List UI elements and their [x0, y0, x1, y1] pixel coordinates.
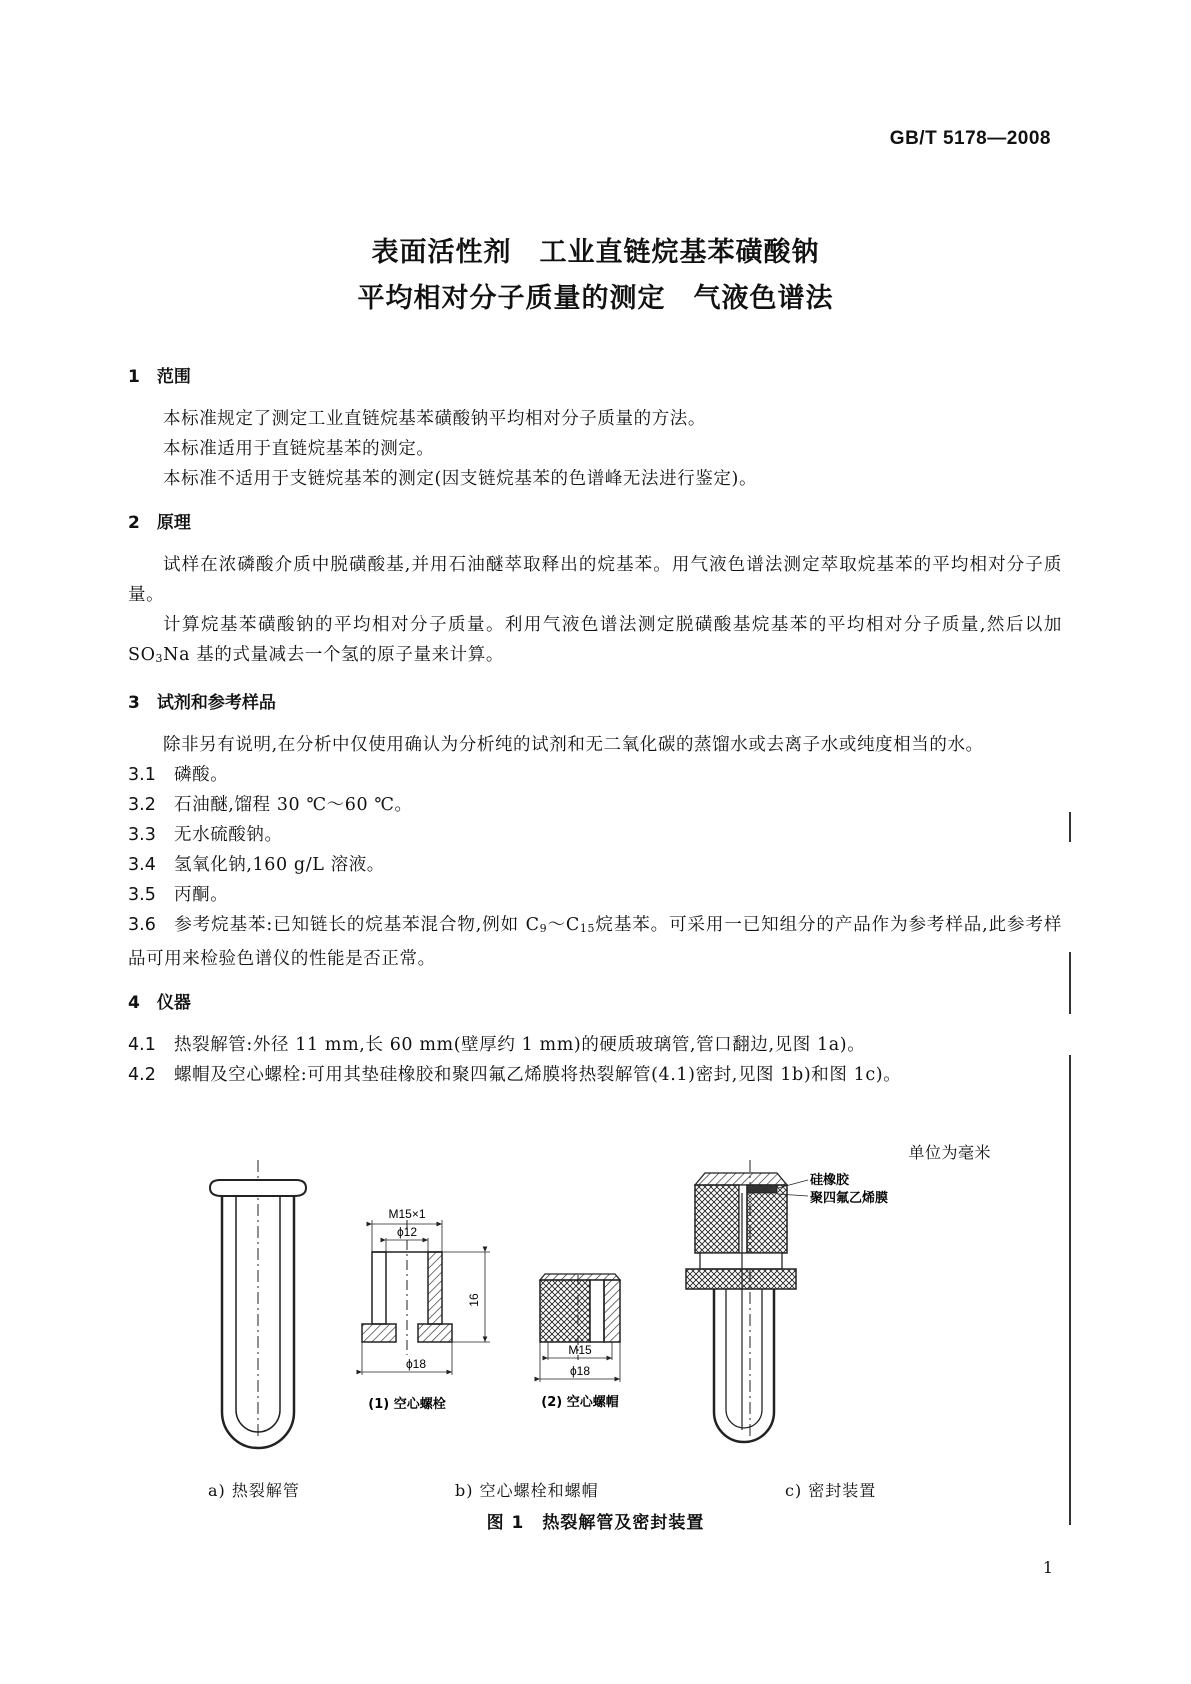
- standard-number: GB/T 5178—2008: [889, 128, 1051, 149]
- section-1-paragraph-1: 本标准规定了测定工业直链烷基苯磺酸钠平均相对分子质量的方法。: [163, 409, 706, 429]
- list-item: [128, 1030, 1062, 1060]
- title-line-1: 表面活性剂 工业直链烷基苯磺酸钠: [371, 237, 820, 268]
- item-3-6-text-b: ～C: [547, 915, 580, 935]
- section-2-heading: 2 原理: [128, 513, 191, 533]
- item-number: 3.5: [128, 885, 156, 905]
- label-hollow-bolt: (1) 空心螺栓: [368, 1397, 446, 1412]
- section-3-heading: 3 试剂和参考样品: [128, 693, 276, 713]
- list-item: [128, 850, 1062, 880]
- change-bar: [1069, 1055, 1071, 1525]
- item-number: 3.3: [128, 825, 156, 845]
- item-text: 磷酸。: [174, 765, 229, 785]
- dim-phi18-nut: ϕ18: [569, 1364, 591, 1378]
- section-3-paragraph-1: 除非另有说明,在分析中仅使用确认为分析纯的试剂和无二氧化碳的蒸馏水或去离子水或纯度相当的水。: [163, 735, 984, 755]
- sealing-device-drawing: [686, 1160, 888, 1442]
- item-number: 3.2: [128, 795, 156, 815]
- section-2-paragraph-2-part-a: 计算烷基苯磺酸钠的平均相对分子质量。利用气液色谱法测定脱磺酸基烷基苯的平均相对分子质量,然后以加 SO: [128, 615, 1062, 665]
- section-2-paragraph-2-part-b: Na 基的式量减去一个氢的原子量来计算。: [163, 645, 504, 665]
- item-text: 丙酮。: [174, 885, 229, 905]
- list-item: [128, 790, 1062, 820]
- item-number: 4.1: [128, 1035, 156, 1055]
- label-hollow-nut: (2) 空心螺帽: [541, 1395, 619, 1410]
- caption-b: b) 空心螺栓和螺帽: [455, 1481, 599, 1500]
- change-bar: [1069, 952, 1071, 1014]
- title-line-2: 平均相对分子质量的测定 气液色谱法: [357, 283, 834, 314]
- figure-1-drawing: [180, 1160, 1000, 1460]
- item-3-6-text-a: 参考烷基苯:已知链长的烷基苯混合物,例如 C: [174, 915, 540, 935]
- c15-subscript: 15: [579, 922, 596, 935]
- list-item: [128, 1060, 1062, 1090]
- c9-subscript: 9: [539, 922, 548, 935]
- list-item: [128, 880, 1062, 910]
- dim-16: 16: [467, 1293, 481, 1307]
- figure-title: 图 1 热裂解管及密封装置: [486, 1513, 705, 1533]
- item-number: 3.1: [128, 765, 156, 785]
- item-text: 石油醚,馏程 30 ℃～60 ℃。: [174, 795, 413, 815]
- caption-c: c) 密封装置: [785, 1481, 877, 1500]
- unit-note: 单位为毫米: [908, 1143, 991, 1162]
- section-1-paragraph-3: 本标准不适用于支链烷基苯的测定(因支链烷基苯的色谱峰无法进行鉴定)。: [163, 469, 758, 489]
- item-number: 4.2: [128, 1065, 156, 1085]
- list-item: [128, 760, 1062, 790]
- page-number: 1: [1042, 1558, 1053, 1577]
- dim-m15: M15: [568, 1343, 592, 1357]
- hollow-bolt-drawing: [362, 1207, 490, 1412]
- label-ptfe: 聚四氟乙烯膜: [810, 1191, 889, 1206]
- list-item-3-6: [128, 910, 1062, 974]
- section-2-paragraph-1: 试样在浓磷酸介质中脱磺酸基,并用石油醚萃取释出的烷基苯。用气液色谱法测定萃取烷基苯的平均相对分子质量。: [128, 555, 1062, 605]
- section-2-paragraph-2: [128, 610, 1062, 674]
- hollow-nut-drawing: [540, 1274, 620, 1410]
- section-1-heading: 1 范围: [128, 367, 191, 387]
- so3-subscript: 3: [155, 652, 164, 665]
- label-silicone: 硅橡胶: [810, 1173, 850, 1188]
- pyrolysis-tube-drawing: [210, 1160, 306, 1448]
- document-title: [0, 230, 1191, 322]
- item-number: 3.4: [128, 855, 156, 875]
- document-body: [128, 362, 1062, 1090]
- item-text: 热裂解管:外径 11 mm,长 60 mm(壁厚约 1 mm)的硬质玻璃管,管口翻边,见图 1a)。: [174, 1035, 866, 1055]
- section-1-paragraph-2: 本标准适用于直链烷基苯的测定。: [163, 439, 435, 459]
- dim-phi12: ϕ12: [396, 1225, 418, 1239]
- dim-phi18-bolt: ϕ18: [405, 1357, 427, 1371]
- caption-a: a) 热裂解管: [208, 1481, 300, 1500]
- section-4-heading: 4 仪器: [128, 993, 191, 1013]
- dim-m15x1: M15×1: [388, 1207, 426, 1221]
- change-bar: [1069, 812, 1071, 842]
- item-number: 3.6: [128, 915, 156, 935]
- item-text: 无水硫酸钠。: [174, 825, 283, 845]
- item-text: 螺帽及空心螺栓:可用其垫硅橡胶和聚四氟乙烯膜将热裂解管(4.1)密封,见图 1b)和图 1c)。: [174, 1065, 902, 1085]
- list-item: [128, 820, 1062, 850]
- item-text: 氢氧化钠,160 g/L 溶液。: [174, 855, 385, 875]
- item-3-6-text-c: 烷基苯。可采用一已知组分的产品作为参考样品,此参考样品可用来检验色谱仪的性能是否正常。: [128, 915, 1062, 969]
